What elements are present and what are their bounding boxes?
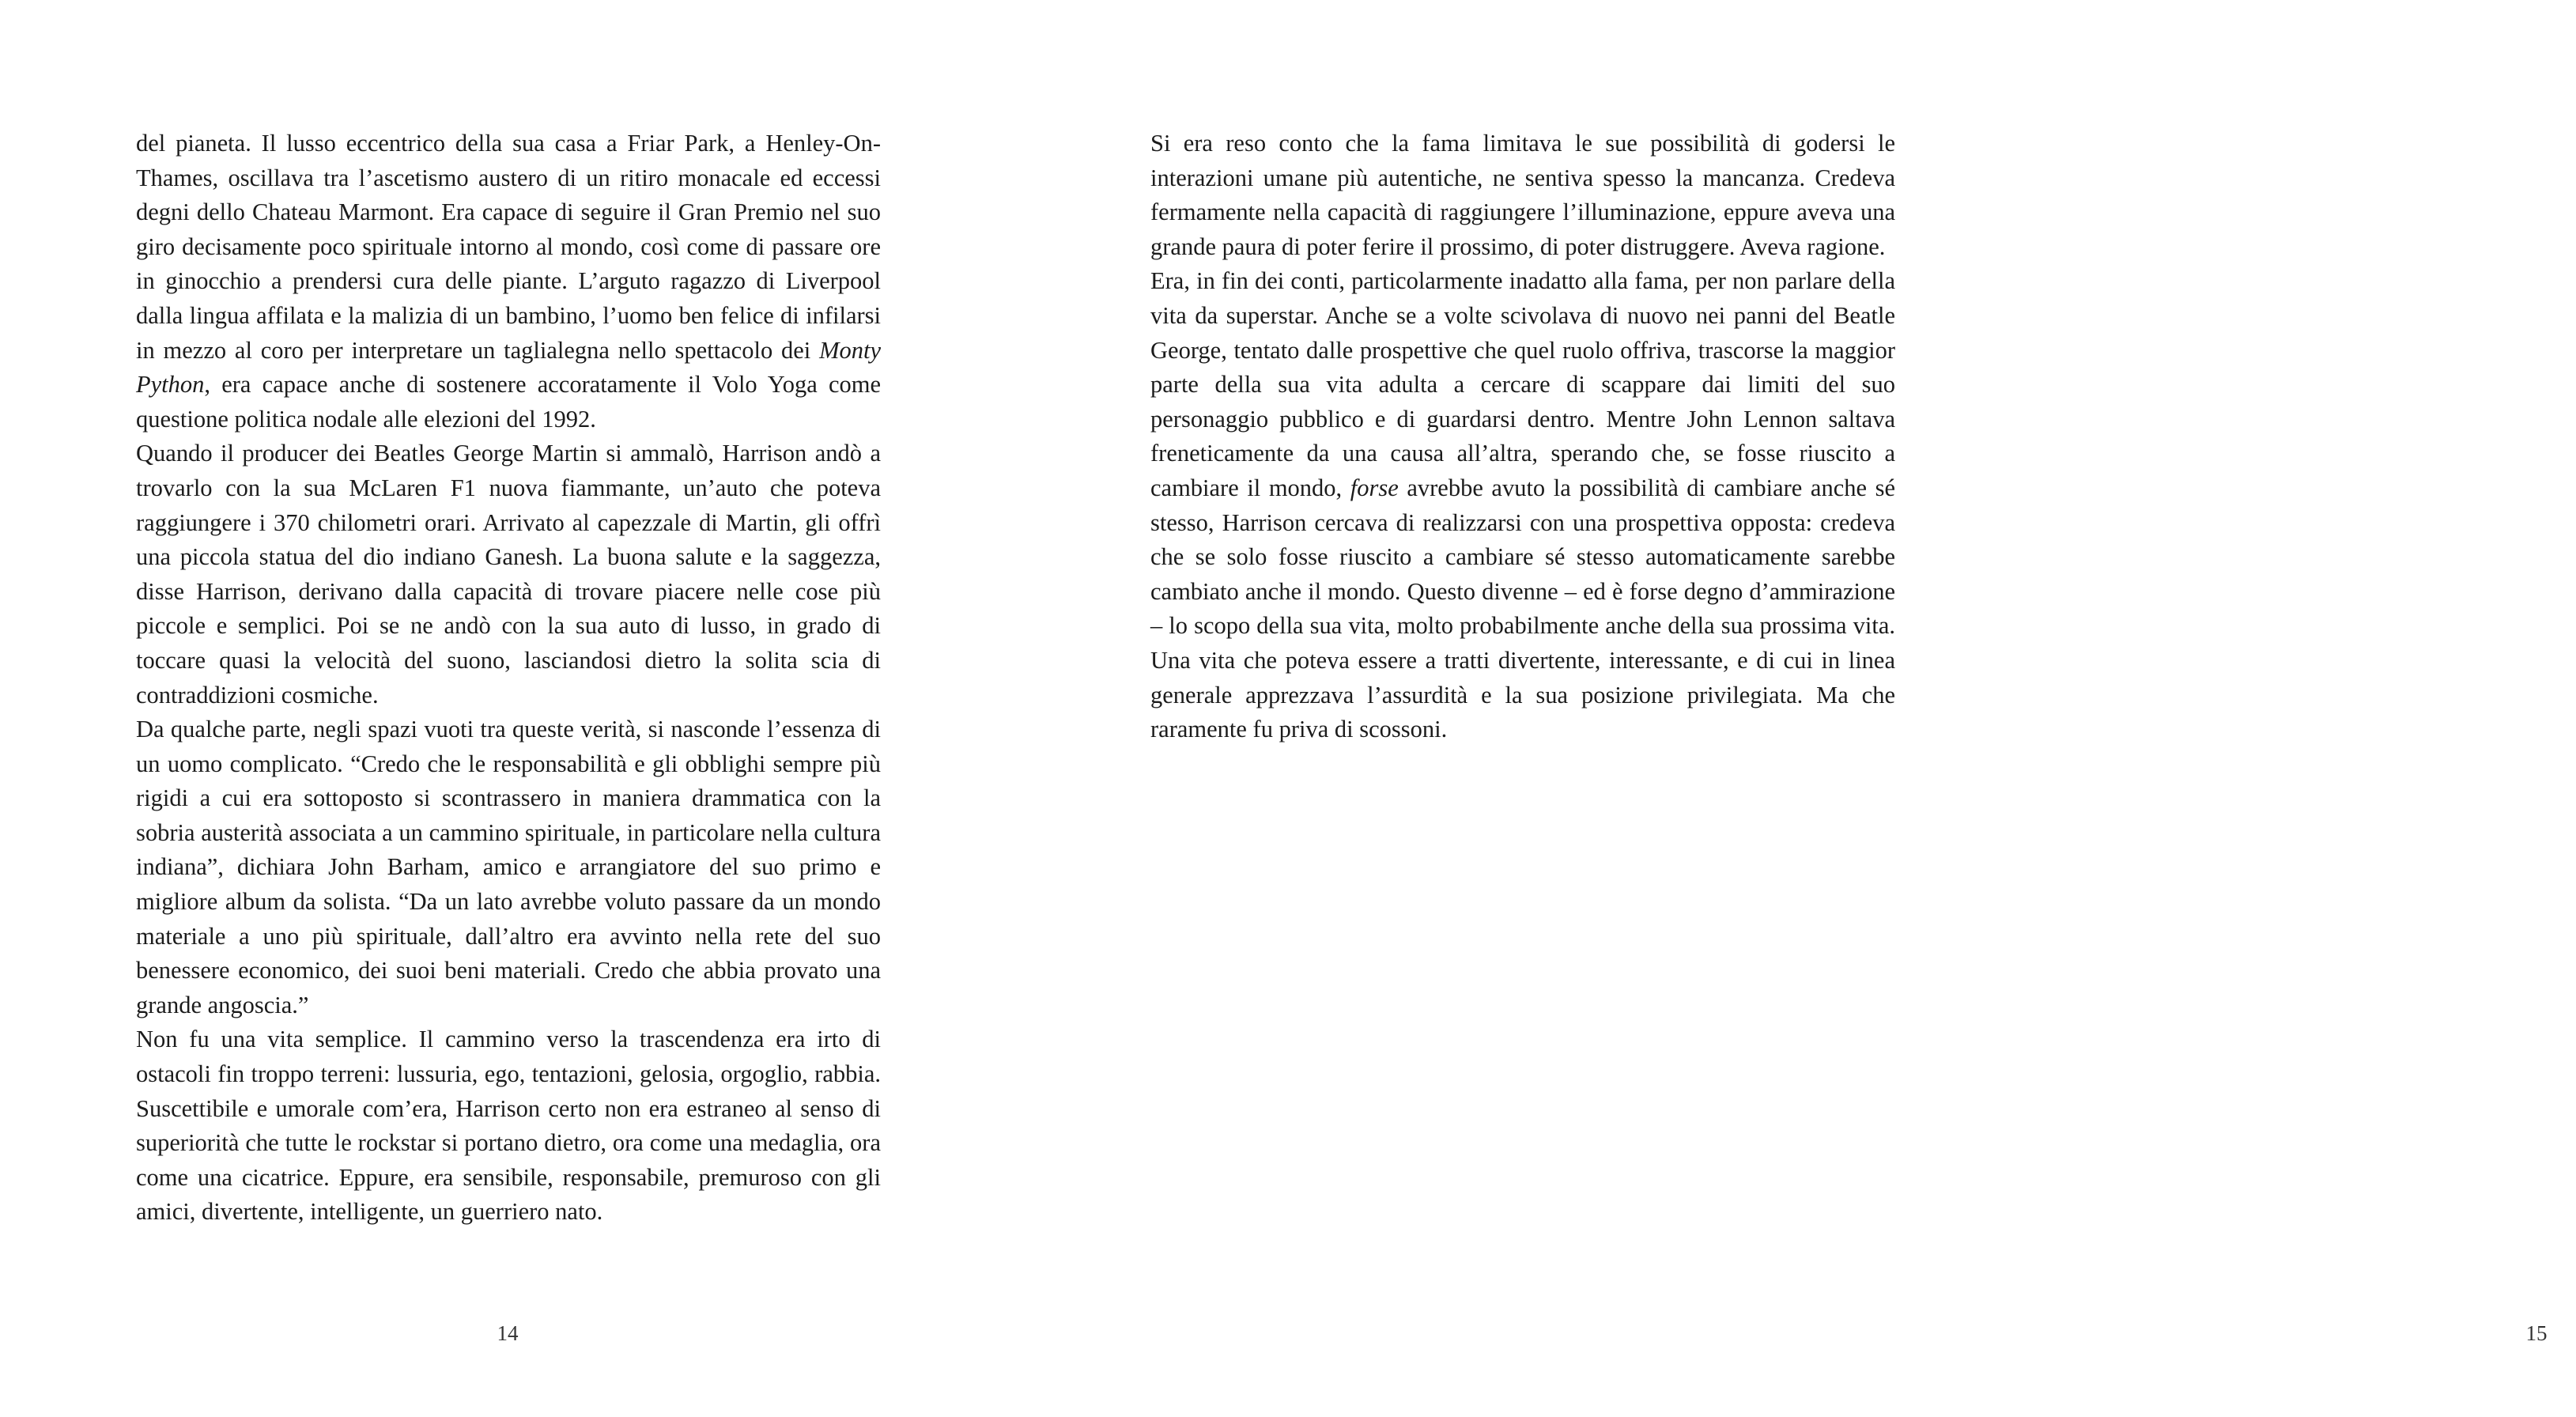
right-page: [1012, 0, 2548, 1417]
paragraph-text: avrebbe avuto la possibilità di cambiare anche sé stesso, Harrison cercava di realizzarsi con una prospettiva opposta: credeva che se solo fosse riuscito a cambiare sé stesso automaticamente sarebbe cambiato anche il mondo. Questo divenne – ed è forse degno d’ammirazione – lo scopo della sua vita, molto probabilmente anche della sua prossima vita. Una vita che poteva essere a tratti divertente, interessante, e di cui in linea generale apprezzava l’assurdità e la sua posizione privilegiata. Ma che raramente fu priva di scossoni.: [1150, 474, 1895, 743]
paragraph-text: del pianeta. Il lusso eccentrico della sua casa a Friar Park, a Henley-On-Thames, oscillava tra l’ascetismo austero di un ritiro monacale ed eccessi degni dello Chateau Marmont. Era capace di seguire il Gran Premio nel suo giro decisamente poco spirituale intorno al mondo, così come di passare ore in ginocchio a prendersi cura delle piante. L’arguto ragazzo di Liverpool dalla lingua affilata e la malizia di un bambino, l’uomo ben felice di infilarsi in mezzo al coro per interpretare un taglialegna nello spettacolo dei: [136, 130, 881, 364]
italic-word: forse: [1350, 474, 1399, 501]
left-page-text: [136, 127, 881, 1230]
paragraph: Si era reso conto che la fama limitava le sue possibilità di godersi le interazioni umane più autentiche, ne sentiva spesso la mancanza. Credeva fermamente nella capacità di raggiungere l’illuminazione, eppure aveva una grande paura di poter ferire il prossimo, di poter distruggere. Aveva ragione.: [1150, 130, 1895, 260]
paragraph: [136, 127, 881, 436]
page-number-right: 15: [2525, 1321, 2548, 1345]
paragraph-text: Era, in fin dei conti, particolarmente inadatto alla fama, per non parlare della vita da superstar. Anche se a volte scivolava di nuovo nei panni del Beatle George, tentato dalle prospettive che quel ruolo offriva, trascorse la maggior parte della sua vita adulta a cercare di scappare dai limiti del suo personaggio pubblico e di guardarsi dentro. Mentre John Lennon saltava freneticamente da una causa all’altra, sperando che, se fosse riuscito a cambiare il mondo,: [1150, 267, 1895, 501]
italic-title: Monty Python: [136, 336, 881, 399]
paragraph: Non fu una vita semplice. Il cammino verso la trascendenza era irto di ostacoli fin troppo terreni: lussuria, ego, tentazioni, gelosia, orgoglio, rabbia. Suscettibile e umorale com’era, Harrison certo non era estraneo al senso di superiorità che tutte le rockstar si portano dietro, ora come una medaglia, ora come una cicatrice. Eppure, era sensibile, responsabile, premuroso con gli amici, divertente, intelligente, un guerriero nato.: [136, 1026, 881, 1226]
paragraph-text: , era capace anche di sostenere accoratamente il Volo Yoga come questione politica nodale alle elezioni del 1992.: [136, 371, 881, 433]
paragraph: [1150, 264, 1895, 746]
right-page-text: [1150, 127, 1895, 747]
paragraph: Da qualche parte, negli spazi vuoti tra queste verità, si nasconde l’essenza di un uomo complicato. “Credo che le responsabilità e gli obblighi sempre più rigidi a cui era sottoposto si scontrassero in maniera drammatica con la sobria austerità associata a un cammino spirituale, in particolare nella cultura indiana”, dichiara John Barham, amico e arrangiatore del suo primo e migliore album da solista. “Da un lato avrebbe voluto passare da un mondo materiale a uno più spirituale, dall’altro era avvinto nella rete del suo benessere economico, dei suoi beni materiali. Credo che abbia provato una grande angoscia.”: [136, 716, 881, 1018]
paragraph: Quando il producer dei Beatles George Martin si ammalò, Harrison andò a trovarlo con la sua McLaren F1 nuova fiammante, un’auto che poteva raggiungere i 370 chilometri orari. Arrivato al capezzale di Martin, gli offrì una piccola statua del dio indiano Ganesh. La buona salute e la saggezza, disse Harrison, derivano dalla capacità di trovare piacere nelle cose più piccole e semplici. Poi se ne andò con la sua auto di lusso, in grado di toccare quasi la velocità del suono, lasciandosi dietro la solita scia di contraddizioni cosmiche.: [136, 440, 881, 708]
left-page: [0, 0, 1012, 1417]
page-number-left: 14: [497, 1321, 519, 1345]
